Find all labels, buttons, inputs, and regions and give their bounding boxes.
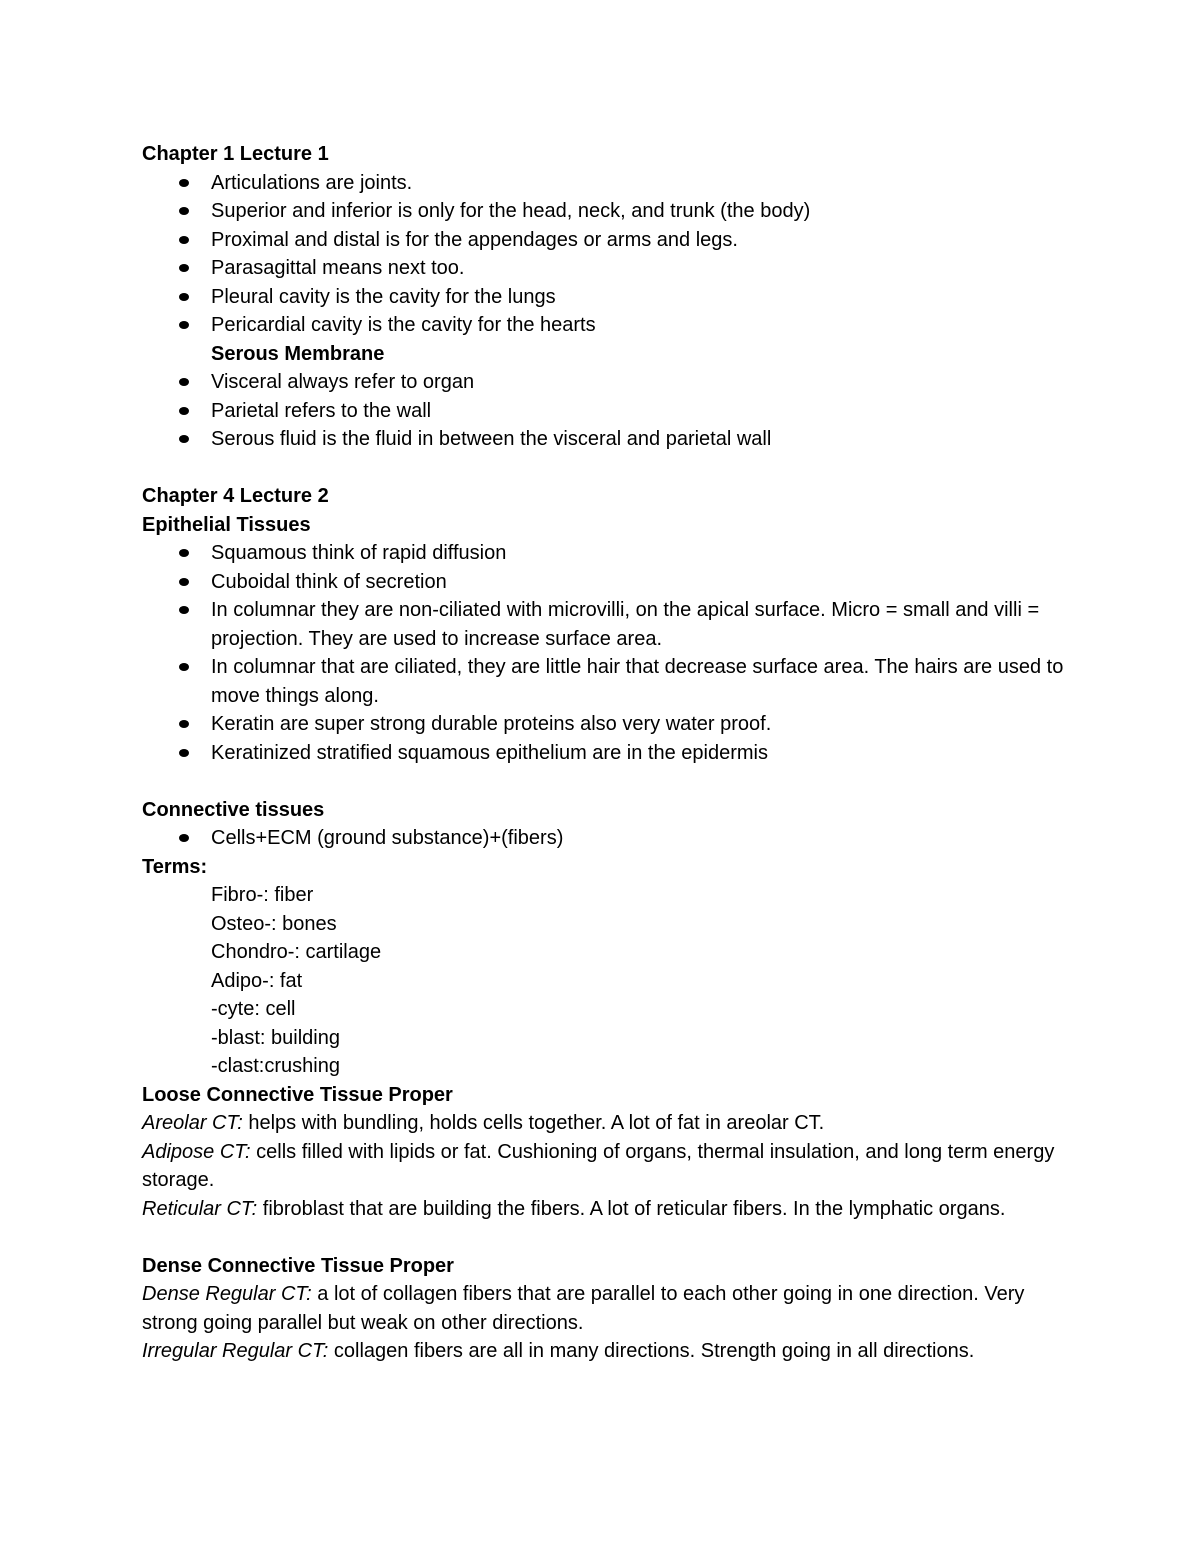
term-line: Fibro-: fiber [211, 884, 314, 906]
bullet-icon [179, 264, 189, 272]
list-item: Parietal refers to the wall [142, 397, 1072, 426]
term-line: Adipo-: fat [211, 969, 303, 992]
bullet-icon [179, 720, 189, 728]
paragraph: Areolar CT: helps with bundling, holds cells together. A lot of fat in areolar CT. [142, 1112, 825, 1134]
term-label: Reticular CT: [142, 1197, 258, 1220]
epithelial-tissues-heading: Epithelial Tissues [142, 513, 311, 536]
list-item: Pericardial cavity is the cavity for the hearts [142, 311, 1072, 340]
term-line: -clast:crushing [211, 1055, 340, 1077]
bullet-icon [179, 606, 189, 614]
terms-label: Terms: [142, 855, 208, 878]
list-item: Keratin are super strong durable proteins also very water proof. [142, 710, 1072, 739]
bullet-icon [179, 749, 189, 757]
epithelial-bullet-list [142, 539, 1072, 767]
loose-ct-heading: Loose Connective Tissue Proper [142, 1083, 453, 1106]
term-line: -cyte: cell [211, 998, 296, 1020]
blank-line [142, 1223, 1072, 1252]
paragraph: Irregular Regular CT: collagen fibers are all in many directions. Strength going in all directions. [142, 1340, 975, 1362]
term-line: -blast: building [211, 1026, 340, 1049]
bullet-icon [179, 207, 189, 215]
list-item: Parasagittal means next too. [142, 254, 1072, 283]
list-item: In columnar they are non-ciliated with microvilli, on the apical surface. Micro = small and villi = projection. They are used to increase surface area. [142, 596, 1072, 653]
bullet-icon [179, 321, 189, 329]
bullet-icon [179, 834, 189, 842]
bullet-icon [179, 663, 189, 671]
serous-membrane-subheading: Serous Membrane [211, 342, 385, 365]
blank-line [142, 767, 1072, 796]
term-label: Adipose CT: [142, 1140, 251, 1163]
serous-membrane-bullet-list [142, 368, 1072, 454]
paragraph: Dense Regular CT: a lot of collagen fibers that are parallel to each other going in one direction. Very strong going parallel but weak on other directions. [142, 1283, 1025, 1334]
bullet-icon [179, 578, 189, 586]
bullet-icon [179, 236, 189, 244]
term-label: Dense Regular CT: [142, 1283, 312, 1305]
list-item: Squamous think of rapid diffusion [142, 539, 1072, 568]
chapter-1-bullet-list [142, 169, 1072, 340]
list-item: Articulations are joints. [142, 169, 1072, 198]
term-line: Osteo-: bones [211, 912, 337, 935]
chapter-4-heading: Chapter 4 Lecture 2 [142, 485, 329, 507]
list-item: Serous fluid is the fluid in between the visceral and parietal wall [142, 425, 1072, 454]
list-item: Pleural cavity is the cavity for the lungs [142, 283, 1072, 312]
bullet-icon [179, 549, 189, 557]
list-item: Keratinized stratified squamous epithelium are in the epidermis [142, 739, 1072, 768]
chapter-1-heading: Chapter 1 Lecture 1 [142, 143, 329, 165]
bullet-icon [179, 293, 189, 301]
blank-line [142, 454, 1072, 483]
connective-bullet-list [142, 824, 1072, 853]
terms-list [142, 881, 1072, 1081]
paragraph: Reticular CT: fibroblast that are building the fibers. A lot of reticular fibers. In the lymphatic organs. [142, 1197, 1006, 1220]
bullet-icon [179, 378, 189, 386]
connective-tissues-heading: Connective tissues [142, 798, 325, 821]
term-label: Areolar CT: [142, 1112, 243, 1134]
list-item: Cells+ECM (ground substance)+(fibers) [142, 824, 1072, 853]
bullet-icon [179, 435, 189, 443]
list-item: Proximal and distal is for the appendages or arms and legs. [142, 226, 1072, 255]
term-line: Chondro-: cartilage [211, 941, 382, 963]
paragraph: Adipose CT: cells filled with lipids or fat. Cushioning of organs, thermal insulation, and long term energy storage. [142, 1140, 1055, 1191]
bullet-icon [179, 407, 189, 415]
list-item: Visceral always refer to organ [142, 368, 1072, 397]
term-label: Irregular Regular CT: [142, 1340, 329, 1362]
list-item: In columnar that are ciliated, they are little hair that decrease surface area. The hairs are used to move things along. [142, 653, 1072, 710]
dense-ct-heading: Dense Connective Tissue Proper [142, 1254, 454, 1277]
document-page [142, 140, 1072, 1366]
bullet-icon [179, 179, 189, 187]
list-item: Superior and inferior is only for the head, neck, and trunk (the body) [142, 197, 1072, 226]
list-item: Cuboidal think of secretion [142, 568, 1072, 597]
